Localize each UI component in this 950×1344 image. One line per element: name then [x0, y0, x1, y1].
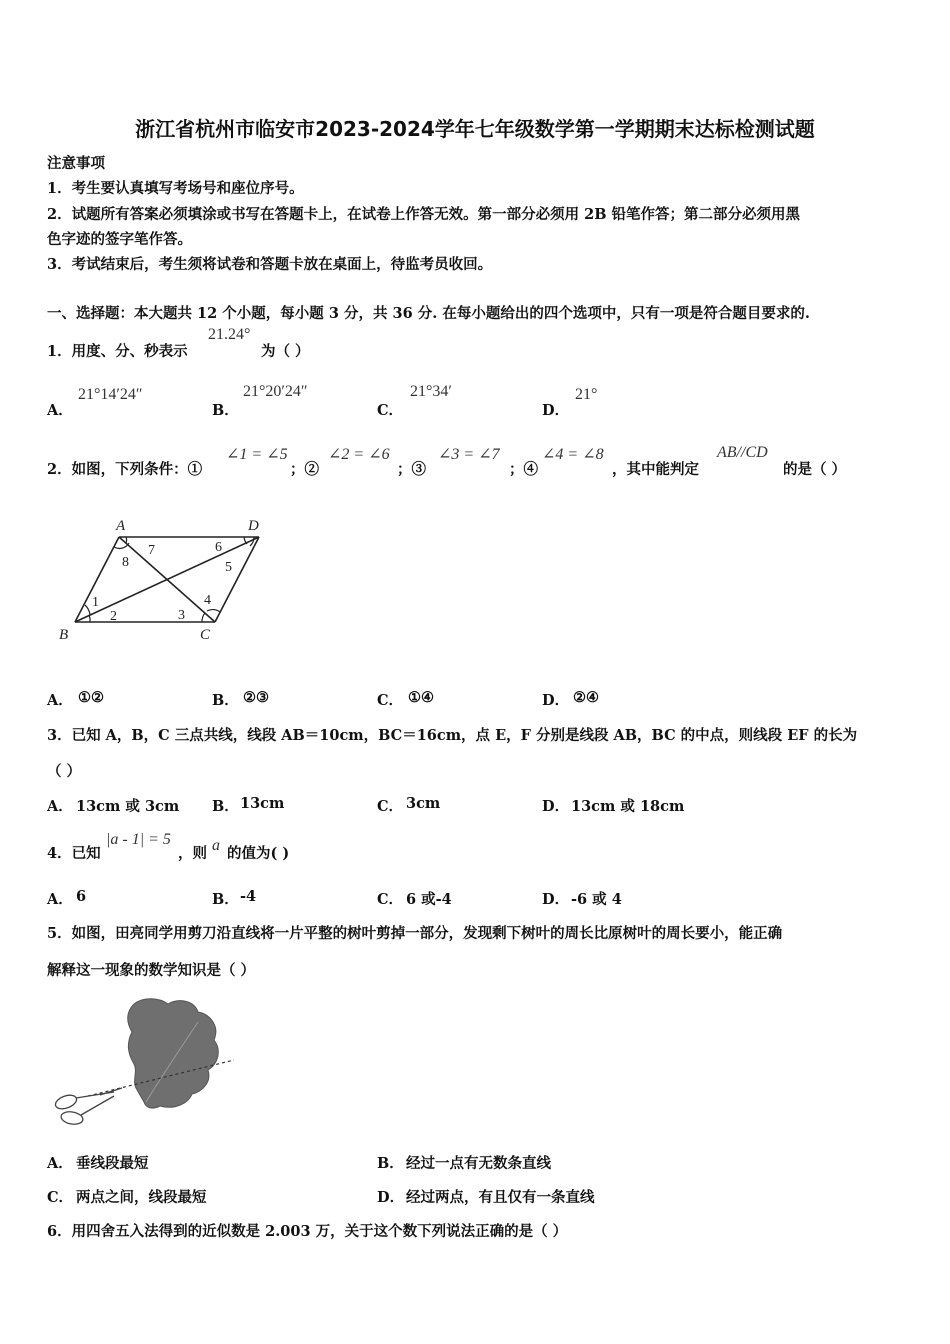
- option-label: C．: [47, 1189, 74, 1206]
- option-value: 13cm 或 18cm: [571, 798, 685, 815]
- option-value: 6 或-4: [406, 891, 452, 908]
- q2-separator: ；④: [509, 461, 538, 478]
- option-label: B．: [212, 692, 239, 709]
- parallelogram-figure: [52, 510, 282, 650]
- angle-label: 1: [92, 595, 99, 610]
- angle-label: 5: [225, 560, 232, 575]
- option-value: 经过两点，有且仅有一条直线: [406, 1189, 595, 1206]
- option-value: ②③: [243, 689, 269, 706]
- question-4-stem: 4．已知: [47, 845, 101, 862]
- question-1-stem-end: 为（ ）: [261, 343, 310, 360]
- notice-item: 2．试题所有答案必须填涂或书写在答题卡上，在试卷上作答无效。第一部分必须用 2B 铅笔作答；第二部分必须用黑: [47, 206, 801, 223]
- option-label: A．: [47, 891, 73, 908]
- q2-condition-3: ∠3 = ∠7: [438, 446, 500, 463]
- question-3-stem: （ ）: [47, 763, 82, 780]
- option-label: D．: [542, 402, 570, 419]
- option-value: -4: [240, 888, 257, 905]
- angle-label: 2: [110, 609, 117, 624]
- option-value: ①④: [408, 689, 434, 706]
- option-value: 6: [76, 888, 87, 905]
- option-label: A．: [47, 1155, 73, 1172]
- option-label: C．: [377, 402, 404, 419]
- option-label: C．: [377, 798, 404, 815]
- angle-label: 4: [204, 593, 211, 608]
- question-2-stem: 2．如图，下列条件：①: [47, 461, 203, 478]
- page-title: 浙江省杭州市临安市2023-2024学年七年级数学第一学期期末达标检测试题: [135, 117, 815, 141]
- option-label: B．: [212, 798, 239, 815]
- option-label: A．: [47, 692, 73, 709]
- q2-condition-2: ∠2 = ∠6: [328, 446, 390, 463]
- q4-expression: |a - 1| = 5: [106, 831, 171, 848]
- leaf-scissors-figure: [48, 992, 238, 1132]
- option-label: B．: [377, 1155, 404, 1172]
- option-label: A．: [47, 402, 73, 419]
- question-2-stem-end: 的是（ ）: [783, 461, 847, 478]
- angle-label: 6: [215, 540, 222, 555]
- option-label: C．: [377, 891, 404, 908]
- q2-separator: ；③: [397, 461, 426, 478]
- option-label: C．: [377, 692, 404, 709]
- option-label: D．: [542, 891, 570, 908]
- option-value: ②④: [573, 689, 599, 706]
- option-value: ①②: [78, 689, 104, 706]
- question-1-stem: 1．用度、分、秒表示: [47, 343, 188, 360]
- option-label: D．: [542, 798, 570, 815]
- q2-condition-4: ∠4 = ∠8: [542, 446, 604, 463]
- q2-separator: ；②: [290, 461, 319, 478]
- option-value: 13cm: [240, 795, 285, 812]
- question-6-stem: 6．用四舍五入法得到的近似数是 2.003 万，关于这个数下列说法正确的是（ ）: [47, 1223, 568, 1240]
- section-heading: 一、选择题：本大题共 12 个小题，每小题 3 分，共 36 分. 在每小题给出的四个选项中，只有一项是符合题目要求的.: [47, 305, 810, 322]
- option-label: B．: [212, 402, 239, 419]
- notice-item: 色字迹的签字笔作答。: [47, 231, 192, 248]
- question-4-stem-mid: ，则: [178, 845, 207, 862]
- angle-label: 8: [122, 555, 129, 570]
- scissors-icon: [54, 1088, 122, 1126]
- vertex-label: A: [116, 518, 126, 534]
- option-value: 经过一点有无数条直线: [406, 1155, 551, 1172]
- question-5-stem: 解释这一现象的数学知识是（ ）: [47, 962, 256, 979]
- q2-parallel-condition: AB//CD: [717, 444, 768, 461]
- option-value: -6 或 4: [571, 891, 622, 908]
- leaf-shape: [128, 999, 219, 1108]
- option-value: 3cm: [406, 795, 441, 812]
- question-5-stem: 5．如图，田亮同学用剪刀沿直线将一片平整的树叶剪掉一部分，发现剩下树叶的周长比原树叶的周长要小，能正确: [47, 925, 783, 942]
- vertex-label: B: [59, 627, 69, 643]
- notice-item: 1．考生要认真填写考场号和座位序号。: [47, 180, 304, 197]
- vertex-label: D: [248, 518, 259, 534]
- option-value: 21°34′: [410, 383, 452, 400]
- option-label: D．: [542, 692, 570, 709]
- option-value: 13cm 或 3cm: [76, 798, 180, 815]
- option-label: B．: [212, 891, 239, 908]
- option-value: 两点之间，线段最短: [76, 1189, 207, 1206]
- q1-expression: 21.24°: [208, 326, 251, 343]
- option-value: 21°14′24″: [78, 386, 143, 403]
- notice-item: 3．考试结束后，考生须将试卷和答题卡放在桌面上，待监考员收回。: [47, 256, 493, 273]
- diagonal-ac: [119, 537, 215, 622]
- question-3-stem: 3．已知 A，B，C 三点共线，线段 AB＝10cm，BC＝16cm，点 E，F 分别是线段 AB，BC 的中点，则线段 EF 的长为: [47, 727, 858, 744]
- q4-variable: a: [212, 837, 220, 854]
- option-label: A．: [47, 798, 73, 815]
- q2-condition-1: ∠1 = ∠5: [226, 446, 288, 463]
- option-label: D．: [377, 1189, 405, 1206]
- option-value: 21°20′24″: [243, 383, 308, 400]
- vertex-label: C: [200, 627, 211, 643]
- option-value: 垂线段最短: [76, 1155, 149, 1172]
- angle-label: 3: [178, 608, 185, 623]
- angle-label: 7: [148, 543, 155, 558]
- notice-heading: 注意事项: [47, 155, 105, 172]
- option-value: 21°: [575, 386, 598, 403]
- question-2-stem-mid: ，其中能判定: [612, 461, 699, 478]
- question-4-stem-end: 的值为( ): [227, 845, 290, 862]
